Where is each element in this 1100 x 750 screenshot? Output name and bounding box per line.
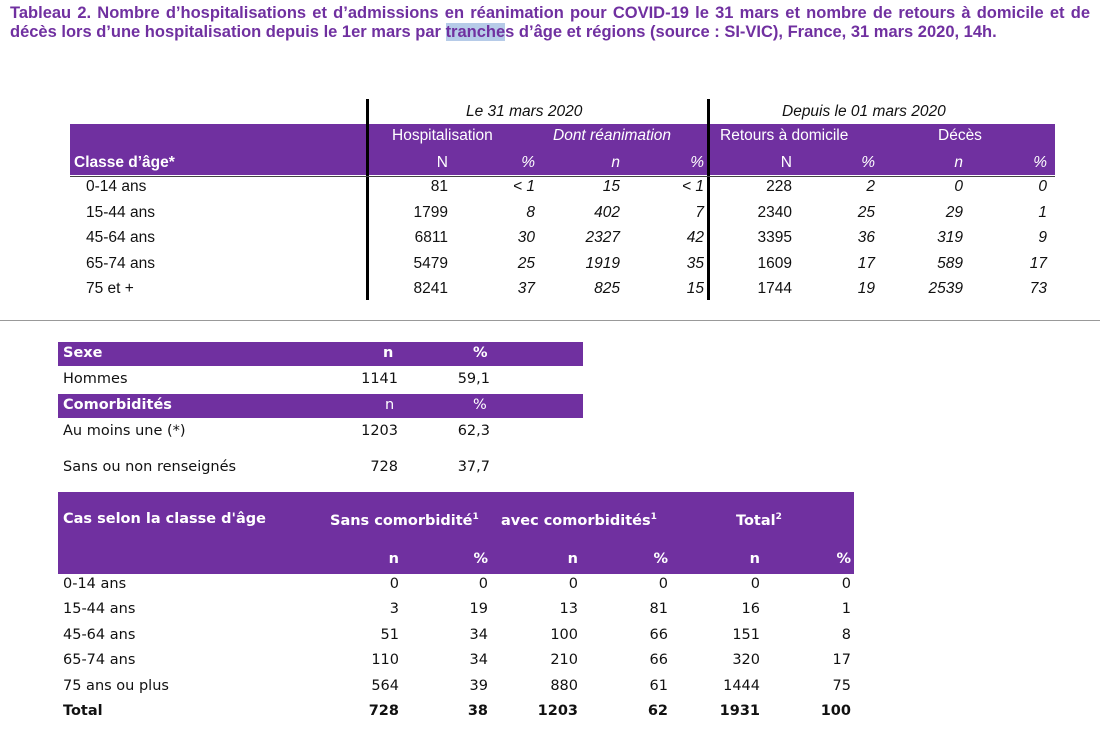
row-cell: 0 (750, 576, 760, 592)
row-age-label: 75 et + (86, 280, 134, 297)
row-age-label: 15-44 ans (63, 601, 136, 618)
group-header-right: Depuis le 01 mars 2020 (782, 103, 946, 120)
row-cell: 3 (389, 601, 399, 618)
sup-2: 2 (775, 512, 782, 523)
divider-left (366, 99, 369, 300)
row-cell: 1931 (719, 703, 760, 719)
row-cell: 728 (368, 703, 399, 719)
sans-label: Sans ou non renseignés (63, 459, 237, 475)
row-cell: 1444 (723, 677, 760, 694)
row-cell: 3395 (757, 229, 792, 246)
comorb-pct: % (473, 397, 487, 413)
row-cell: 0 (658, 576, 668, 592)
subheader-3: % (653, 551, 668, 567)
row-cell: 66 (649, 652, 668, 669)
col-avec-comorbidites (501, 513, 657, 529)
title-text-before: Tableau 2. Nombre d’hospitalisations et d’admissions en réanimation pour COVID-19 le 31 mars et nombre de retours à domicile et de décès lors d’une hospitalisation depuis le 1er mars par (10, 4, 1090, 41)
col-retours: Retours à domicile (720, 127, 849, 144)
row-cell: 17 (857, 254, 875, 272)
row-cell: 1203 (537, 703, 578, 719)
row-cell: 9 (1038, 229, 1047, 246)
col-deces: Décès (938, 127, 982, 144)
divider-right (707, 99, 710, 300)
row-cell: 51 (380, 626, 399, 643)
row-cell: 13 (559, 601, 578, 618)
row-cell: 38 (467, 703, 488, 719)
row-cell: 62 (647, 703, 668, 719)
sans-pct: 37,7 (457, 459, 490, 475)
title-text-after: s d’âge et régions (source : SI-VIC), France, 31 mars 2020, 14h. (505, 23, 997, 41)
row-cell: 0 (954, 178, 963, 195)
row-cell: 589 (937, 254, 963, 272)
row-cell: 2 (866, 178, 875, 195)
subheader-1: % (521, 154, 535, 171)
row-cell: 37 (517, 280, 535, 297)
row-cell: 73 (1029, 280, 1047, 297)
row-cell: 39 (469, 677, 488, 694)
row-cell: < 1 (682, 178, 704, 195)
sup-1a: 1 (472, 512, 479, 523)
row-cell: 66 (649, 626, 668, 643)
hommes-pct: 59,1 (457, 371, 490, 387)
sans-n: 728 (370, 459, 398, 475)
row-cell: 2340 (757, 203, 792, 221)
row-cell: 19 (469, 601, 488, 618)
hommes-n: 1141 (361, 371, 398, 387)
row-cell: 0 (389, 576, 399, 592)
row-cell: 100 (820, 703, 851, 719)
row-cell: 1919 (585, 254, 620, 272)
row-cell: 0 (841, 576, 851, 592)
row-age-label: 65-74 ans (63, 652, 136, 669)
row-age-label: 15-44 ans (86, 203, 155, 221)
comorb-label: Comorbidités (63, 397, 172, 413)
row-cell: 25 (857, 203, 875, 221)
row-cell: 880 (550, 677, 578, 694)
row-age-label: Total (63, 703, 103, 719)
col-sans-label: Sans comorbidité (330, 513, 473, 529)
subheader-0: N (436, 154, 448, 171)
group-header-left: Le 31 mars 2020 (466, 103, 583, 120)
row-cell: 228 (766, 178, 792, 195)
row-age-label: 65-74 ans (86, 254, 155, 272)
row-cell: 6811 (414, 229, 448, 246)
row-cell: 151 (732, 626, 760, 643)
table3-header-label: Cas selon la classe d'âge (63, 511, 266, 527)
row-cell: 1 (1038, 203, 1047, 221)
row-cell: 17 (832, 652, 851, 669)
row-cell: 36 (857, 229, 875, 246)
row-cell: 29 (945, 203, 963, 221)
col-hospitalisation: Hospitalisation (392, 127, 493, 144)
row-cell: 17 (1029, 254, 1047, 272)
row-cell: 42 (686, 229, 704, 246)
row-cell: 25 (517, 254, 535, 272)
sup-1b: 1 (650, 512, 657, 523)
row-cell: 110 (371, 652, 399, 669)
row-cell: 15 (686, 280, 704, 297)
row-cell: 34 (469, 626, 488, 643)
title-highlight: tranche (445, 23, 506, 41)
row-cell: 8 (526, 203, 535, 221)
subheader-5: % (861, 154, 875, 171)
subheader-4: N (780, 154, 792, 171)
row-cell: 0 (1038, 178, 1047, 195)
row-cell: 320 (732, 652, 760, 669)
col-total (736, 513, 782, 529)
row-cell: 34 (469, 652, 488, 669)
row-age-label: 45-64 ans (86, 229, 155, 246)
section-separator (0, 320, 1100, 321)
col-total-label: Total (736, 513, 776, 529)
sexe-pct: % (473, 345, 488, 361)
row-age-label: 0-14 ans (63, 576, 127, 592)
subheader-1: % (473, 551, 488, 567)
row-cell: 81 (430, 178, 448, 195)
sexe-header-band (58, 342, 583, 366)
aumoins-n: 1203 (361, 423, 398, 439)
row-cell: 16 (741, 601, 760, 618)
col-sans-comorbidite (330, 513, 479, 529)
row-age-label: 75 ans ou plus (63, 677, 169, 694)
table1-rule (70, 176, 1055, 177)
row-cell: 1 (841, 601, 851, 618)
row-cell: 5479 (413, 254, 448, 272)
aumoins-pct: 62,3 (457, 423, 490, 439)
aumoins-label: Au moins une (*) (63, 423, 186, 439)
row-cell: 2539 (928, 280, 963, 297)
table-title (10, 4, 1090, 42)
hommes-label: Hommes (63, 371, 128, 387)
col-reanimation: Dont réanimation (553, 127, 672, 144)
row-cell: 564 (371, 677, 399, 694)
subheader-0: n (388, 551, 399, 567)
row-cell: 2327 (585, 229, 620, 246)
sexe-n: n (383, 345, 394, 361)
row-cell: 7 (695, 203, 704, 221)
row-age-label: 0-14 ans (86, 178, 147, 195)
row-cell: 1744 (757, 280, 792, 297)
row-cell: 81 (649, 601, 668, 618)
row-cell: 0 (478, 576, 488, 592)
sexe-label: Sexe (63, 345, 103, 361)
comorb-n: n (385, 397, 395, 413)
subheader-5: % (836, 551, 851, 567)
row-cell: 8 (841, 626, 851, 643)
row-cell: 402 (594, 203, 620, 221)
row-cell: 61 (649, 677, 668, 694)
subheader-2: n (611, 154, 620, 171)
subheader-6: n (954, 154, 963, 171)
row-age-label: 45-64 ans (63, 626, 136, 643)
row-header-age: Classe d’âge* (74, 154, 175, 171)
subheader-3: % (690, 154, 704, 171)
row-cell: 35 (686, 254, 704, 272)
row-cell: 210 (550, 652, 578, 669)
row-cell: 75 (832, 677, 851, 694)
row-cell: 100 (550, 626, 578, 643)
row-cell: 319 (937, 229, 963, 246)
subheader-4: n (749, 551, 760, 567)
row-cell: 825 (594, 280, 620, 297)
row-cell: 30 (517, 229, 535, 246)
row-cell: 8241 (413, 280, 448, 297)
row-cell: 0 (568, 576, 578, 592)
row-cell: < 1 (513, 178, 535, 195)
row-cell: 1609 (757, 254, 792, 272)
subheader-2: n (567, 551, 578, 567)
row-cell: 1799 (413, 203, 448, 221)
subheader-7: % (1033, 154, 1047, 171)
col-avec-label: avec comorbidités (501, 513, 651, 529)
row-cell: 15 (602, 178, 620, 195)
row-cell: 19 (857, 280, 875, 297)
